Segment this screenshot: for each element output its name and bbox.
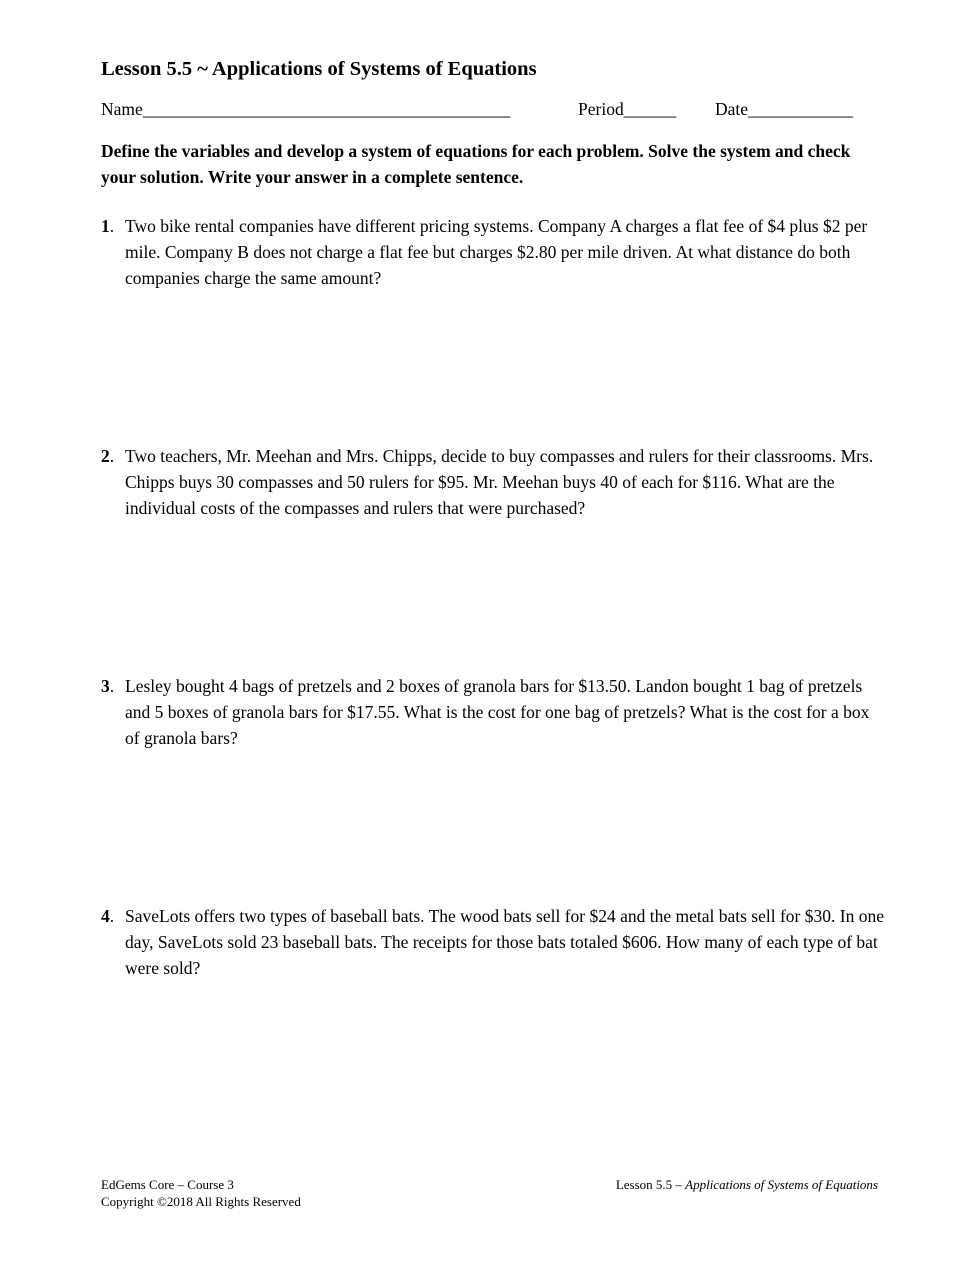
problem-text: Lesley bought 4 bags of pretzels and 2 boxes of granola bars for $13.50. Landon bought 1 bag of pretzels and 5 boxes of granola bars for $17.55. What is the cost for one bag of pretzels? What is the cost for a box of granola bars?: [125, 676, 870, 748]
problem-number: 4.: [101, 906, 115, 926]
name-field: Name__________________________________________: [101, 99, 511, 119]
footer-left: [101, 1176, 301, 1210]
problem-number: 2.: [101, 446, 115, 466]
problem-4: [101, 904, 886, 981]
footer-lesson-prefix: Lesson 5.5 –: [615, 1177, 686, 1192]
instructions: Define the variables and develop a system of equations for each problem. Solve the system and check your solution. Write your answer in a complete sentence.: [101, 141, 851, 187]
page-title: Lesson 5.5 ~ Applications of Systems of Equations: [101, 58, 537, 80]
problem-number: 3.: [101, 676, 115, 696]
footer-lesson-title: Applications of Systems of Equations: [685, 1177, 878, 1192]
footer-course: EdGems Core – Course 3: [101, 1177, 234, 1192]
period-field: Period______: [578, 99, 677, 119]
problem-text: Two teachers, Mr. Meehan and Mrs. Chipps, decide to buy compasses and rulers for their classrooms. Mrs. Chipps buys 30 compasses and 50 rulers for $95. Mr. Meehan buys 40 of each for $116. What are the individual costs of the compasses and rulers that were purchased?: [125, 446, 874, 518]
problem-3: [101, 674, 886, 751]
footer-copyright: Copyright ©2018 All Rights Reserved: [101, 1194, 301, 1209]
problem-number: 1.: [101, 216, 115, 236]
date-field: Date____________: [715, 99, 854, 119]
problem-1: [101, 214, 886, 291]
problem-text: Two bike rental companies have different pricing systems. Company A charges a flat fee of $4 plus $2 per mile. Company B does not charge a flat fee but charges $2.80 per mile driven. At what distance do both companies charge the same amount?: [125, 216, 868, 288]
problem-text: SaveLots offers two types of baseball bats. The wood bats sell for $24 and the metal bats sell for $30. In one day, SaveLots sold 23 baseball bats. The receipts for those bats totaled $606. How many of each type of bat were sold?: [125, 906, 884, 978]
problem-2: [101, 444, 886, 521]
footer-right: [616, 1176, 878, 1193]
